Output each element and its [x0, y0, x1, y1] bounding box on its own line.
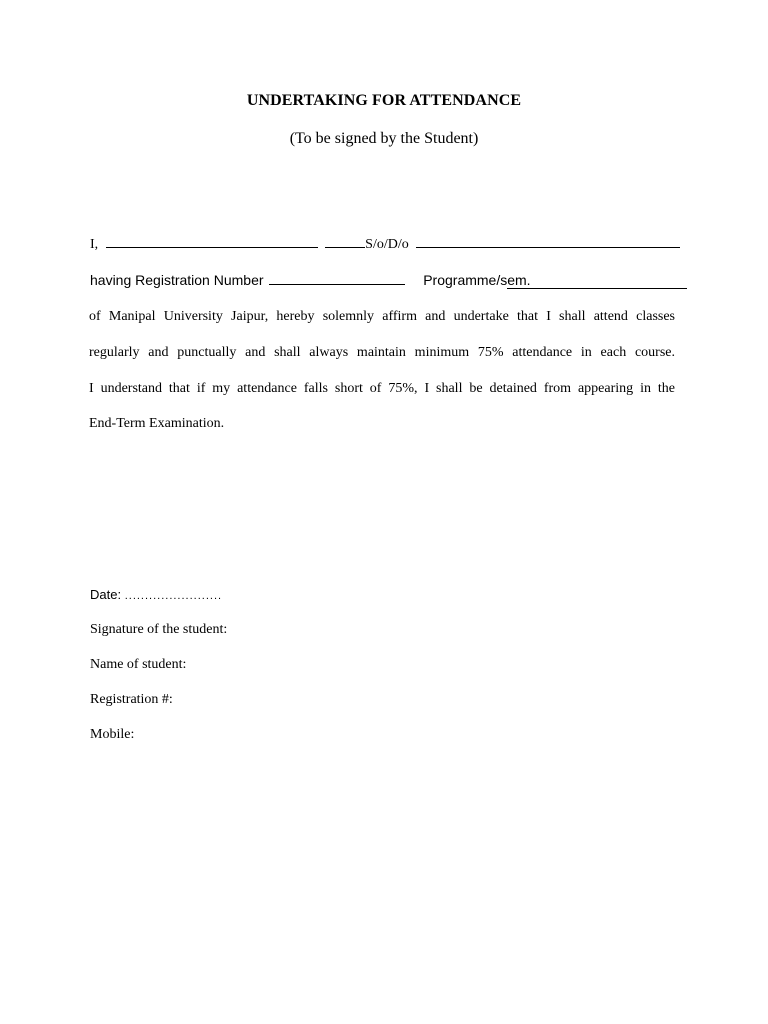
student-name-field: Name of student:: [90, 657, 187, 672]
registration-programme-row: [90, 270, 687, 289]
student-name-blank[interactable]: [106, 233, 318, 248]
registration-number-blank[interactable]: [269, 270, 405, 285]
document-title: UNDERTAKING FOR ATTENDANCE: [246, 92, 522, 109]
body-line-4: End-Term Examination.: [89, 416, 225, 431]
programme-sem-blank[interactable]: [507, 272, 687, 289]
mobile-field: Mobile:: [90, 727, 135, 742]
relation-label: S/o/D/o: [365, 237, 409, 252]
registration-number-label: having Registration Number: [90, 272, 264, 288]
body-line-2: regularly and punctually and shall always maintain minimum 75% attendance in each course.: [89, 345, 675, 360]
document-subtitle: (To be signed by the Student): [289, 130, 479, 147]
date-dotted-blank[interactable]: ........................: [124, 590, 223, 602]
parent-name-blank[interactable]: [416, 233, 680, 248]
name-relation-row: [90, 233, 680, 253]
body-line-3: I understand that if my attendance falls short of 75%, I shall be detained from appearing in the: [89, 381, 675, 396]
programme-label: Programme/s: [423, 272, 508, 288]
signature-field: Signature of the student:: [90, 622, 228, 637]
relation-prefix-blank[interactable]: [325, 233, 365, 248]
date-label: Date:: [90, 587, 122, 602]
programme-label-suffix: em.: [507, 272, 531, 288]
date-field: [90, 587, 222, 602]
pronoun-label: I,: [90, 237, 99, 252]
body-line-1: of Manipal University Jaipur, hereby solemnly affirm and undertake that I shall attend classes: [89, 309, 675, 324]
registration-field: Registration #:: [90, 692, 173, 707]
